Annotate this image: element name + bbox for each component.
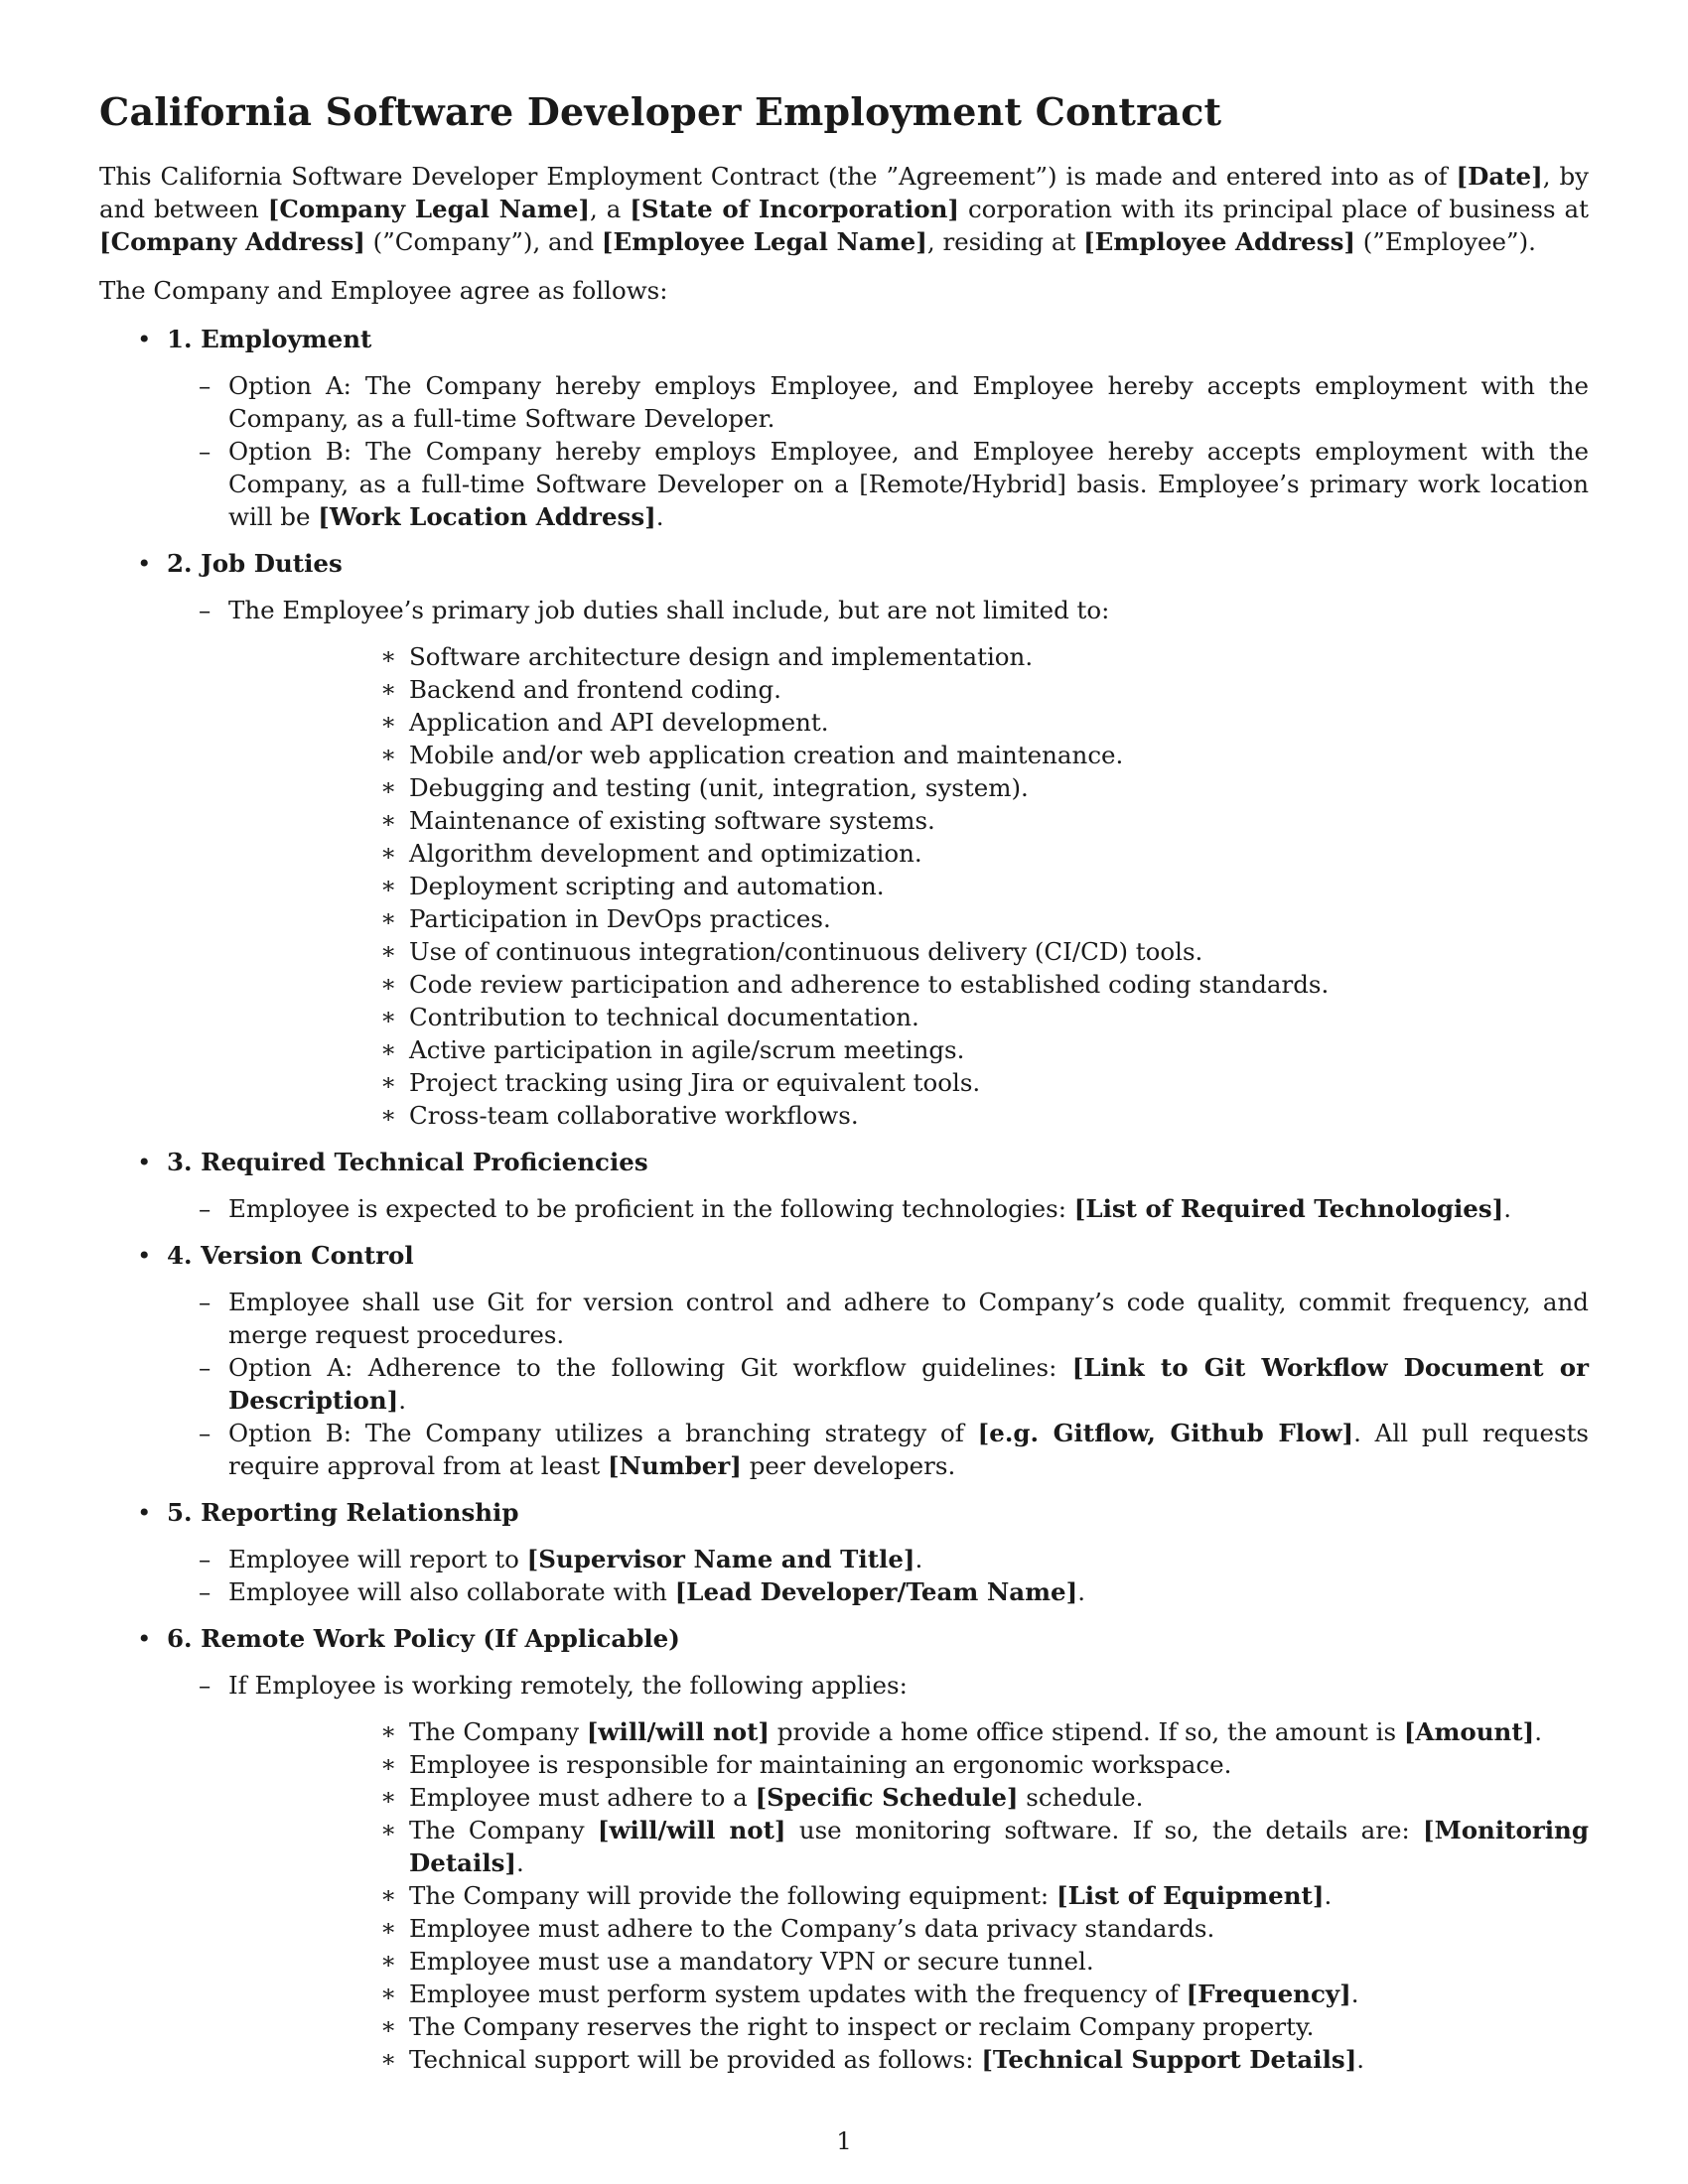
item-text: Option B: The Company hereby employs Employee, and Employee hereby accepts employment with the Company, as a full-time Software Developer on a [Remote/Hybrid] basis. Employee’s primary work location will be [228, 437, 1589, 531]
policy-item [228, 1715, 1589, 1748]
item-text: . [516, 1848, 524, 1877]
placeholder-employee-address: [Employee Address] [1083, 227, 1355, 256]
item-text: Employee will report to [228, 1545, 527, 1573]
placeholder-company-name: [Company Legal Name] [267, 195, 591, 223]
placeholder-frequency: [Frequency] [1186, 1979, 1351, 2008]
duty-item: ∗ Code review participation and adherence to established coding standards. [228, 968, 1589, 1001]
duty-item: ∗ Software architecture design and implementation. [228, 640, 1589, 673]
placeholder-amount: [Amount] [1403, 1717, 1535, 1746]
item-text: . [1503, 1194, 1512, 1223]
duty-item: ∗ Active participation in agile/scrum meetings. [228, 1033, 1589, 1066]
duty-item: ∗ Backend and frontend coding. [228, 673, 1589, 706]
duty-item: ∗ Algorithm development and optimization. [228, 837, 1589, 870]
placeholder-lead-developer: [Lead Developer/Team Name] [674, 1577, 1078, 1606]
placeholder-will-will-not: [will/will not] [597, 1816, 786, 1844]
item-text: The Company will provide the following equipment: [409, 1881, 1056, 1910]
placeholder-state: [State of Incorporation] [630, 195, 959, 223]
list-item: – Employee shall use Git for version control and adhere to Company’s code quality, commit frequency, and merge request procedures. [99, 1286, 1589, 1351]
agree-line: The Company and Employee agree as follows: [99, 276, 668, 305]
placeholder-employee-name: [Employee Legal Name] [601, 227, 927, 256]
item-text: Option B: The Company utilizes a branching strategy of [228, 1419, 978, 1447]
policy-item: ∗ Employee must use a mandatory VPN or secure tunnel. [228, 1945, 1589, 1978]
placeholder-technologies: [List of Required Technologies] [1073, 1194, 1504, 1223]
intro-text: , by and between [99, 162, 1589, 223]
list-item [99, 594, 1589, 1132]
remote-policy-list [228, 1715, 1589, 2076]
item-text: Technical support will be provided as follows: [409, 2045, 982, 2074]
duty-item: ∗ Application and API development. [228, 706, 1589, 739]
section-heading: • 3. Required Technical Proficiencies [99, 1146, 1589, 1178]
duty-item: ∗ Project tracking using Jira or equivalent tools. [228, 1066, 1589, 1099]
item-text: Employee must perform system updates with the frequency of [409, 1979, 1187, 2008]
duty-item: ∗ Deployment scripting and automation. [228, 870, 1589, 902]
placeholder-supervisor: [Supervisor Name and Title] [526, 1545, 915, 1573]
section-heading: • 4. Version Control [99, 1239, 1589, 1272]
section-items [99, 1669, 1589, 2076]
section-items [99, 369, 1589, 533]
placeholder-tech-support: [Technical Support Details] [981, 2045, 1357, 2074]
section-items [99, 1543, 1589, 1608]
item-text: The Company [409, 1816, 598, 1844]
section-heading: • 1. Employment [99, 323, 1589, 355]
intro-text: (”Company”), and [364, 227, 602, 256]
item-text: peer developers. [741, 1451, 956, 1480]
list-item [99, 1669, 1589, 2076]
item-text: . [1077, 1577, 1086, 1606]
item-text: . [1534, 1717, 1543, 1746]
list-item [99, 1351, 1589, 1417]
sections-list [99, 323, 1589, 2076]
item-text: . [398, 1386, 407, 1415]
duty-item: ∗ Maintenance of existing software systems. [228, 804, 1589, 837]
duty-item: ∗ Debugging and testing (unit, integration, system). [228, 771, 1589, 804]
section-reporting [99, 1496, 1589, 1608]
placeholder-will-will-not: [will/will not] [586, 1717, 771, 1746]
section-employment [99, 323, 1589, 533]
list-item [99, 1417, 1589, 1482]
placeholder-monitoring: [Monitoring Details] [409, 1816, 1589, 1877]
policy-item: ∗ Employee must adhere to the Company’s data privacy standards. [228, 1912, 1589, 1945]
section-job-duties [99, 547, 1589, 1132]
policy-item [228, 2043, 1589, 2076]
policy-item [228, 1814, 1589, 1879]
policy-item [228, 1879, 1589, 1912]
intro-text: , residing at [926, 227, 1084, 256]
item-text: The Company [409, 1717, 587, 1746]
item-text: . [914, 1545, 923, 1573]
section-version-control [99, 1239, 1589, 1482]
item-text: The Employee’s primary job duties shall include, but are not limited to: [228, 596, 1110, 624]
section-heading: • 2. Job Duties [99, 547, 1589, 580]
duty-item: ∗ Contribution to technical documentation. [228, 1001, 1589, 1033]
placeholder-branching: [e.g. Gitflow, Github Flow] [977, 1419, 1354, 1447]
placeholder-number: [Number] [607, 1451, 742, 1480]
placeholder-git-workflow: [Link to Git Workflow Document or Description] [228, 1353, 1589, 1415]
item-text: . [1356, 2045, 1365, 2074]
list-item [99, 1575, 1589, 1608]
item-text: schedule. [1018, 1783, 1144, 1812]
placeholder-date: [Date] [1456, 162, 1543, 191]
page-number: 1 [836, 2126, 852, 2155]
intro-text: (”Employee”). [1354, 227, 1536, 256]
item-text: . [655, 502, 664, 531]
policy-item: ∗ The Company reserves the right to inspect or reclaim Company property. [228, 2010, 1589, 2043]
section-remote-work [99, 1622, 1589, 2076]
intro-text: This California Software Developer Employment Contract (the ”Agreement”) is made and entered into as of [99, 162, 1457, 191]
item-text: Employee will also collaborate with [228, 1577, 675, 1606]
document-page [99, 89, 1589, 2090]
item-text: use monitoring software. If so, the details are: [785, 1816, 1423, 1844]
intro-text: , a [590, 195, 631, 223]
item-text: If Employee is working remotely, the following applies: [228, 1671, 908, 1700]
item-text: Employee must adhere to a [409, 1783, 756, 1812]
section-items [99, 594, 1589, 1132]
list-item [99, 1543, 1589, 1575]
duty-item: ∗ Participation in DevOps practices. [228, 902, 1589, 935]
duties-list [228, 640, 1589, 1132]
section-technical-proficiencies [99, 1146, 1589, 1225]
placeholder-equipment: [List of Equipment] [1055, 1881, 1325, 1910]
intro-text: corporation with its principal place of business at [959, 195, 1589, 223]
list-item: – Option A: The Company hereby employs Employee, and Employee hereby accepts employment with the Company, as a full-time Software Developer. [99, 369, 1589, 435]
item-text: Employee is expected to be proficient in the following technologies: [228, 1194, 1074, 1223]
document-title: California Software Developer Employment Contract [99, 89, 1222, 134]
placeholder-schedule: [Specific Schedule] [755, 1783, 1019, 1812]
duty-item: ∗ Cross-team collaborative workflows. [228, 1099, 1589, 1132]
item-text: . [1324, 1881, 1333, 1910]
item-text: provide a home office stipend. If so, the amount is [770, 1717, 1404, 1746]
section-heading: • 5. Reporting Relationship [99, 1496, 1589, 1529]
duty-item: ∗ Mobile and/or web application creation and maintenance. [228, 739, 1589, 771]
intro-paragraph [99, 160, 1589, 258]
section-items [99, 1286, 1589, 1482]
policy-item: ∗ Employee is responsible for maintaining an ergonomic workspace. [228, 1748, 1589, 1781]
section-items [99, 1192, 1589, 1225]
list-item [99, 1192, 1589, 1225]
placeholder-work-location: [Work Location Address] [318, 502, 656, 531]
policy-item [228, 1978, 1589, 2010]
list-item [99, 435, 1589, 533]
duty-item: ∗ Use of continuous integration/continuous delivery (CI/CD) tools. [228, 935, 1589, 968]
item-text: Option A: Adherence to the following Git workflow guidelines: [228, 1353, 1072, 1382]
placeholder-company-address: [Company Address] [99, 227, 365, 256]
item-text: . [1350, 1979, 1359, 2008]
section-heading: • 6. Remote Work Policy (If Applicable) [99, 1622, 1589, 1655]
item-text: . All pull requests require approval from at least [228, 1419, 1589, 1480]
policy-item [228, 1781, 1589, 1814]
